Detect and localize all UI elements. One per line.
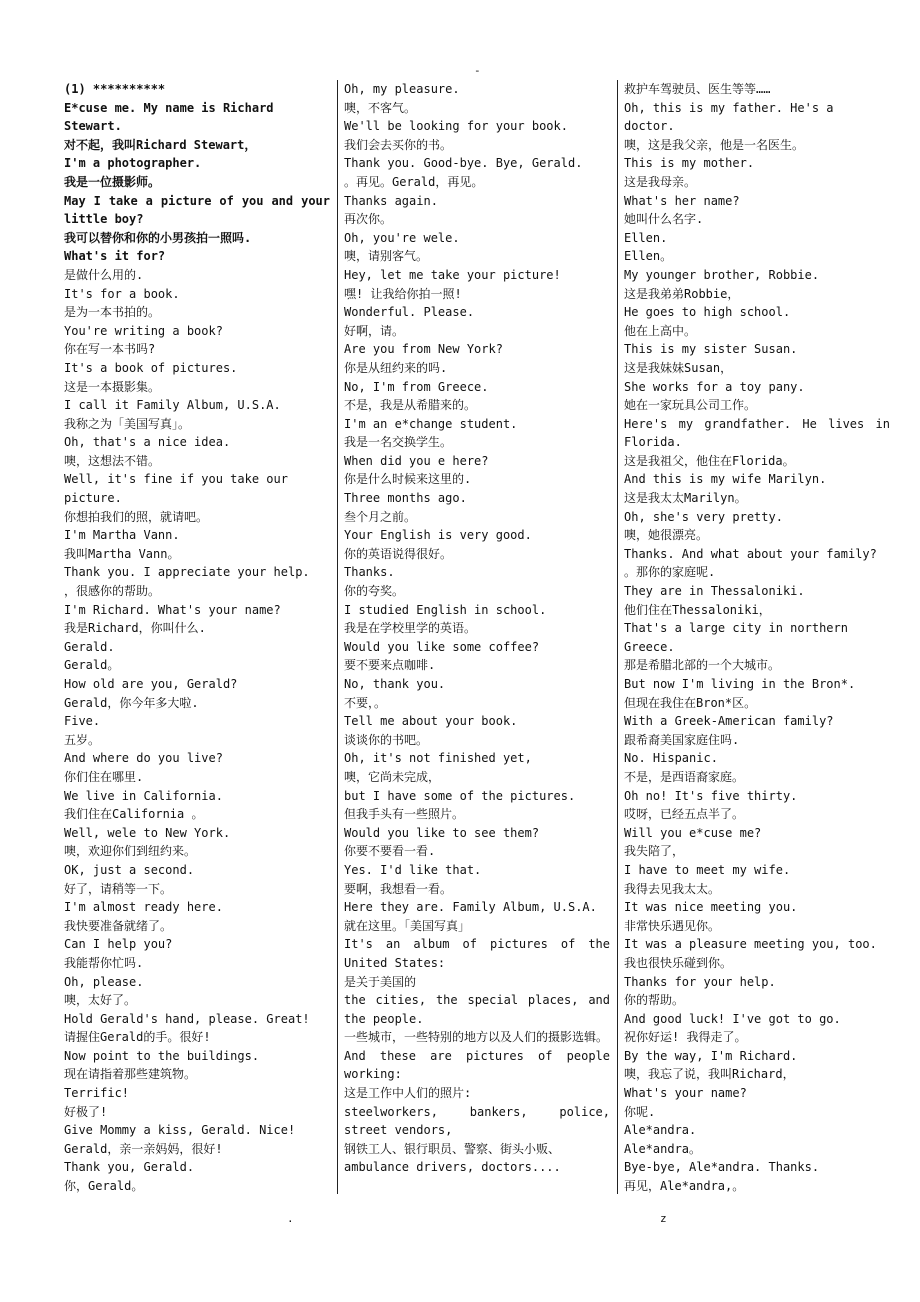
text-line: 他们住在Thessaloniki， [624,602,771,617]
text-line: Thank you, Gerald. [64,1160,195,1175]
text-line: ambulance drivers, doctors.... [344,1160,561,1175]
text-line: 你们住在哪里. [64,769,144,784]
text-line: 我是Richard，你叫什么. [64,621,206,636]
text-line: And good luck! I've got to go. [624,1011,841,1026]
text-line: 我们会去买你的书。 [344,137,453,152]
text-line: 她在一家玩具公司工作。 [624,398,757,413]
text-line: I'm almost ready here. [64,900,223,915]
text-line: 救护车驾驶员、医生等等…… [624,82,771,96]
text-line: 他在上高中。 [624,323,697,338]
text-line: 哎呀，已经五点半了。 [624,807,745,822]
text-column-2 [344,80,610,1194]
text-line: Ellen. [624,230,668,245]
column-divider [617,80,618,1194]
text-line: 我是在学校里学的英语。 [344,621,477,636]
text-line: 这是我祖父，他住在Florida。 [624,453,795,468]
text-line: Oh, please. [64,974,144,989]
text-line: Gerald，亲一亲妈妈，很好! [64,1141,223,1156]
text-line: I call it Family Album, U.S.A. [64,398,281,413]
text-line: 我失陪了， [624,844,685,859]
text-line: 嘿! 让我给你拍一照! [344,286,462,301]
text-line: 我得去见我太太。 [624,881,721,896]
text-line: 请握住Gerald的手。很好! [64,1030,211,1045]
text-line: 噢，不客气。 [344,100,417,115]
text-line: 我可以替你和你的小男孩拍一照吗. [64,230,252,245]
text-line: Your English is very good. [344,528,532,543]
text-line: Give Mommy a kiss, Gerald. Nice! [64,1123,296,1138]
text-line: 跟希裔美国家庭住吗. [624,732,740,747]
text-line: 一些城市，一些特别的地方以及人们的摄影选辑。 [344,1030,609,1045]
text-line: 。那你的家庭呢. [624,565,716,580]
text-line: Oh, she's very pretty. [624,509,783,524]
text-line: 钢铁工人、银行职员、警察、街头小贩、 [344,1141,561,1156]
text-line: 噢，这是我父亲，他是一名医生。 [624,137,805,152]
text-line: We live in California. [64,788,223,803]
text-line: What's your name? [624,1086,747,1101]
text-line: 再见，Ale*andra,。 [624,1179,745,1194]
text-line: 噢，她很漂亮。 [624,528,709,543]
text-line: 这是我母亲。 [624,174,697,189]
text-line: Ale*andra. [624,1123,697,1138]
text-line: Oh no! It's five thirty. [624,788,798,803]
text-line: Would you like to see them? [344,825,540,840]
text-line: Thanks for your help. [624,974,776,989]
text-line: but I have some of the pictures. [344,788,576,803]
text-line: 对不起，我叫Richard Stewart， [64,137,257,152]
header-mark: - [474,64,481,77]
text-line: 我叫Martha Vann。 [64,546,180,561]
text-line: 我也很快乐碰到你。 [624,955,733,970]
text-line: 谈谈你的书吧。 [344,732,429,747]
text-line: 你的夸奖。 [344,584,405,599]
text-line: 我能帮你忙吗. [64,955,144,970]
text-line: It's for a book. [64,286,180,301]
text-line: How old are you, Gerald? [64,677,238,691]
text-line: 好啊，请。 [344,323,405,338]
text-line: 我们住在California 。 [64,807,204,822]
text-line: 是做什么用的. [64,267,144,282]
text-line: 这是一本摄影集。 [64,379,161,394]
text-line: 是为一本书拍的。 [64,305,161,320]
text-line: Here's my grandfather. He lives in Florida. [624,416,890,450]
text-line: Oh, my pleasure. [344,82,460,96]
footer-mark-right: z [660,1212,667,1225]
text-line: 你是什么时候来这里的. [344,472,472,487]
text-line: 祝你好运! 我得走了。 [624,1030,747,1045]
text-line: By the way, I'm Richard. [624,1048,798,1063]
text-line: When did you e here? [344,453,489,468]
text-line: This is my sister Susan. [624,342,798,357]
text-line: Thank you. I appreciate your help. [64,565,310,580]
text-line: E*cuse me. My name is Richard Stewart. [64,100,274,134]
text-line: Oh, that's a nice idea. [64,435,231,450]
text-line: 噢，这想法不错。 [64,453,161,468]
text-line: Three months ago. [344,491,467,506]
footer-mark-left: . [287,1212,294,1225]
text-line: 不是，是西语裔家庭。 [624,769,745,784]
text-line: Yes. I'd like that. [344,862,482,877]
text-line: 你呢. [624,1104,656,1119]
text-line: Thanks. [344,565,395,580]
text-line: 你是从纽约来的吗. [344,360,448,375]
text-line: 她叫什么名字. [624,212,704,227]
text-line: This is my mother. [624,156,755,171]
text-line: It was a pleasure meeting you, too. [624,937,877,952]
text-line: Tell me about your book. [344,714,518,729]
text-line: 我称之为「美国写真」。 [64,416,191,431]
text-line: 要啊，我想看一看。 [344,881,453,896]
text-line: With a Greek-American family? [624,714,834,729]
text-line: 你的英语说得很好。 [344,546,453,561]
text-line: 要不要来点咖啡. [344,658,436,673]
text-line: I'm a photographer. [64,156,202,171]
text-line: 不要，。 [344,695,387,710]
text-line: (1) ********** [64,82,166,96]
text-line: 。再见。Gerald，再见。 [344,174,484,189]
text-line: 是关于美国的 [344,974,417,989]
text-line: 但我手头有一些照片。 [344,807,465,822]
text-line: No. Hispanic. [624,751,718,766]
text-line: Thanks again. [344,193,438,208]
text-line: 这是我太太Marilyn。 [624,491,747,506]
text-line: 你想拍我们的照，就请吧。 [64,509,209,524]
text-line: I'm Martha Vann. [64,528,180,543]
column-divider [337,80,338,1194]
text-line: Bye-bye, Ale*andra. Thanks. [624,1160,820,1175]
text-line: 你，Gerald。 [64,1179,144,1194]
text-line: 非常快乐遇见你。 [624,918,721,933]
text-line: You're writing a book? [64,323,223,338]
text-line: And this is my wife Marilyn. [624,472,827,487]
text-line: 五岁。 [64,732,101,747]
text-line: Gerald。 [64,658,120,673]
text-line: 就在这里。「美国写真」 [344,918,471,933]
text-line: My younger brother, Robbie. [624,267,820,282]
text-line: 这是我弟弟Robbie， [624,286,740,301]
text-column-1 [64,80,330,1194]
text-line: Can I help you? [64,937,173,952]
text-line: Oh, you're wele. [344,230,460,245]
text-line: No, I'm from Greece. [344,379,489,394]
text-line: I'm an e*change student. [344,416,518,431]
text-line: 这是我妹妹Susan， [624,360,733,375]
text-line: 我快要准备就绪了。 [64,918,173,933]
text-line: Thank you. Good-bye. Bye, Gerald. [344,156,583,171]
text-line: Now point to the buildings. [64,1048,260,1063]
text-line: May I take a picture of you and your little boy? [64,193,330,227]
text-line: OK, just a second. [64,862,195,877]
text-line: But now I'm living in the Bron*. [624,677,856,691]
text-line: What's it for? [64,249,166,264]
text-line: No, thank you. [344,677,446,691]
text-line: Ale*andra。 [624,1141,702,1156]
text-line: 噢，我忘了说，我叫Richard， [624,1067,795,1082]
text-line: Are you from New York? [344,342,503,357]
text-line: I have to meet my wife. [624,862,791,877]
text-line: Terrific! [64,1086,130,1101]
text-line: Would you like some coffee? [344,639,540,654]
text-line: 这是工作中人们的照片: [344,1086,472,1101]
text-line: 但现在我住在Bron*区。 [624,695,757,710]
text-line: Wonderful. Please. [344,305,475,320]
text-line: It was nice meeting you. [624,900,798,915]
text-line: It's a book of pictures. [64,360,238,375]
text-line: 噢，欢迎你们到纽约来。 [64,844,197,859]
text-line: They are in Thessaloniki. [624,584,805,599]
text-line: 再次你。 [344,212,393,227]
text-column-3 [624,80,890,1194]
text-line: 噢，它尚未完成， [344,769,441,784]
text-line: 叁个月之前。 [344,509,417,524]
text-line: 我是一位摄影师。 [64,174,161,189]
text-line: the cities, the special places, and the people. [344,993,610,1026]
text-line: 你的帮助。 [624,993,685,1008]
text-line: 噢，请别客气。 [344,249,429,264]
text-line: What's her name? [624,193,740,208]
text-line: ，很感你的帮助。 [64,584,161,599]
text-line: Gerald. [64,639,115,654]
text-line: It's an album of pictures of the United States: [344,937,610,970]
text-line: 你在写一本书吗? [64,342,156,357]
text-line: Well, it's fine if you take our picture. [64,472,288,506]
text-line: That's a large city in northern Greece. [624,621,848,654]
text-line: 你要不要看一看. [344,844,436,859]
text-line: Oh, this is my father. He's a doctor. [624,100,834,134]
text-line: steelworkers, bankers, police, street vendors, [344,1104,610,1138]
text-line: We'll be looking for your book. [344,119,568,134]
text-line: Hey, let me take your picture! [344,267,561,282]
text-line: Here they are. Family Album, U.S.A. [344,900,597,915]
text-line: Well, wele to New York. [64,825,231,840]
text-line: 噢，太好了。 [64,993,137,1008]
text-line: 现在请指着那些建筑物。 [64,1067,197,1082]
text-line: 我是一名交换学生。 [344,435,453,450]
text-line: Gerald，你今年多大啦. [64,695,199,710]
text-line: 好极了! [64,1104,108,1119]
text-line: And these are pictures of people working: [344,1048,610,1082]
text-line: I studied English in school. [344,602,547,617]
text-line: And where do you live? [64,751,223,766]
text-line: Oh, it's not finished yet, [344,751,532,766]
text-line: Ellen。 [624,249,673,264]
text-line: Thanks. And what about your family? [624,546,877,561]
text-line: He goes to high school. [624,305,791,320]
text-line: 不是，我是从希腊来的。 [344,398,477,413]
text-line: I'm Richard. What's your name? [64,602,281,617]
text-line: Hold Gerald's hand, please. Great! [64,1011,310,1026]
text-line: 那是希腊北部的一个大城市。 [624,658,781,673]
text-line: She works for a toy pany. [624,379,805,394]
text-line: Five. [64,714,101,729]
text-line: 好了，请稍等一下。 [64,881,173,896]
text-line: Will you e*cuse me? [624,825,762,840]
